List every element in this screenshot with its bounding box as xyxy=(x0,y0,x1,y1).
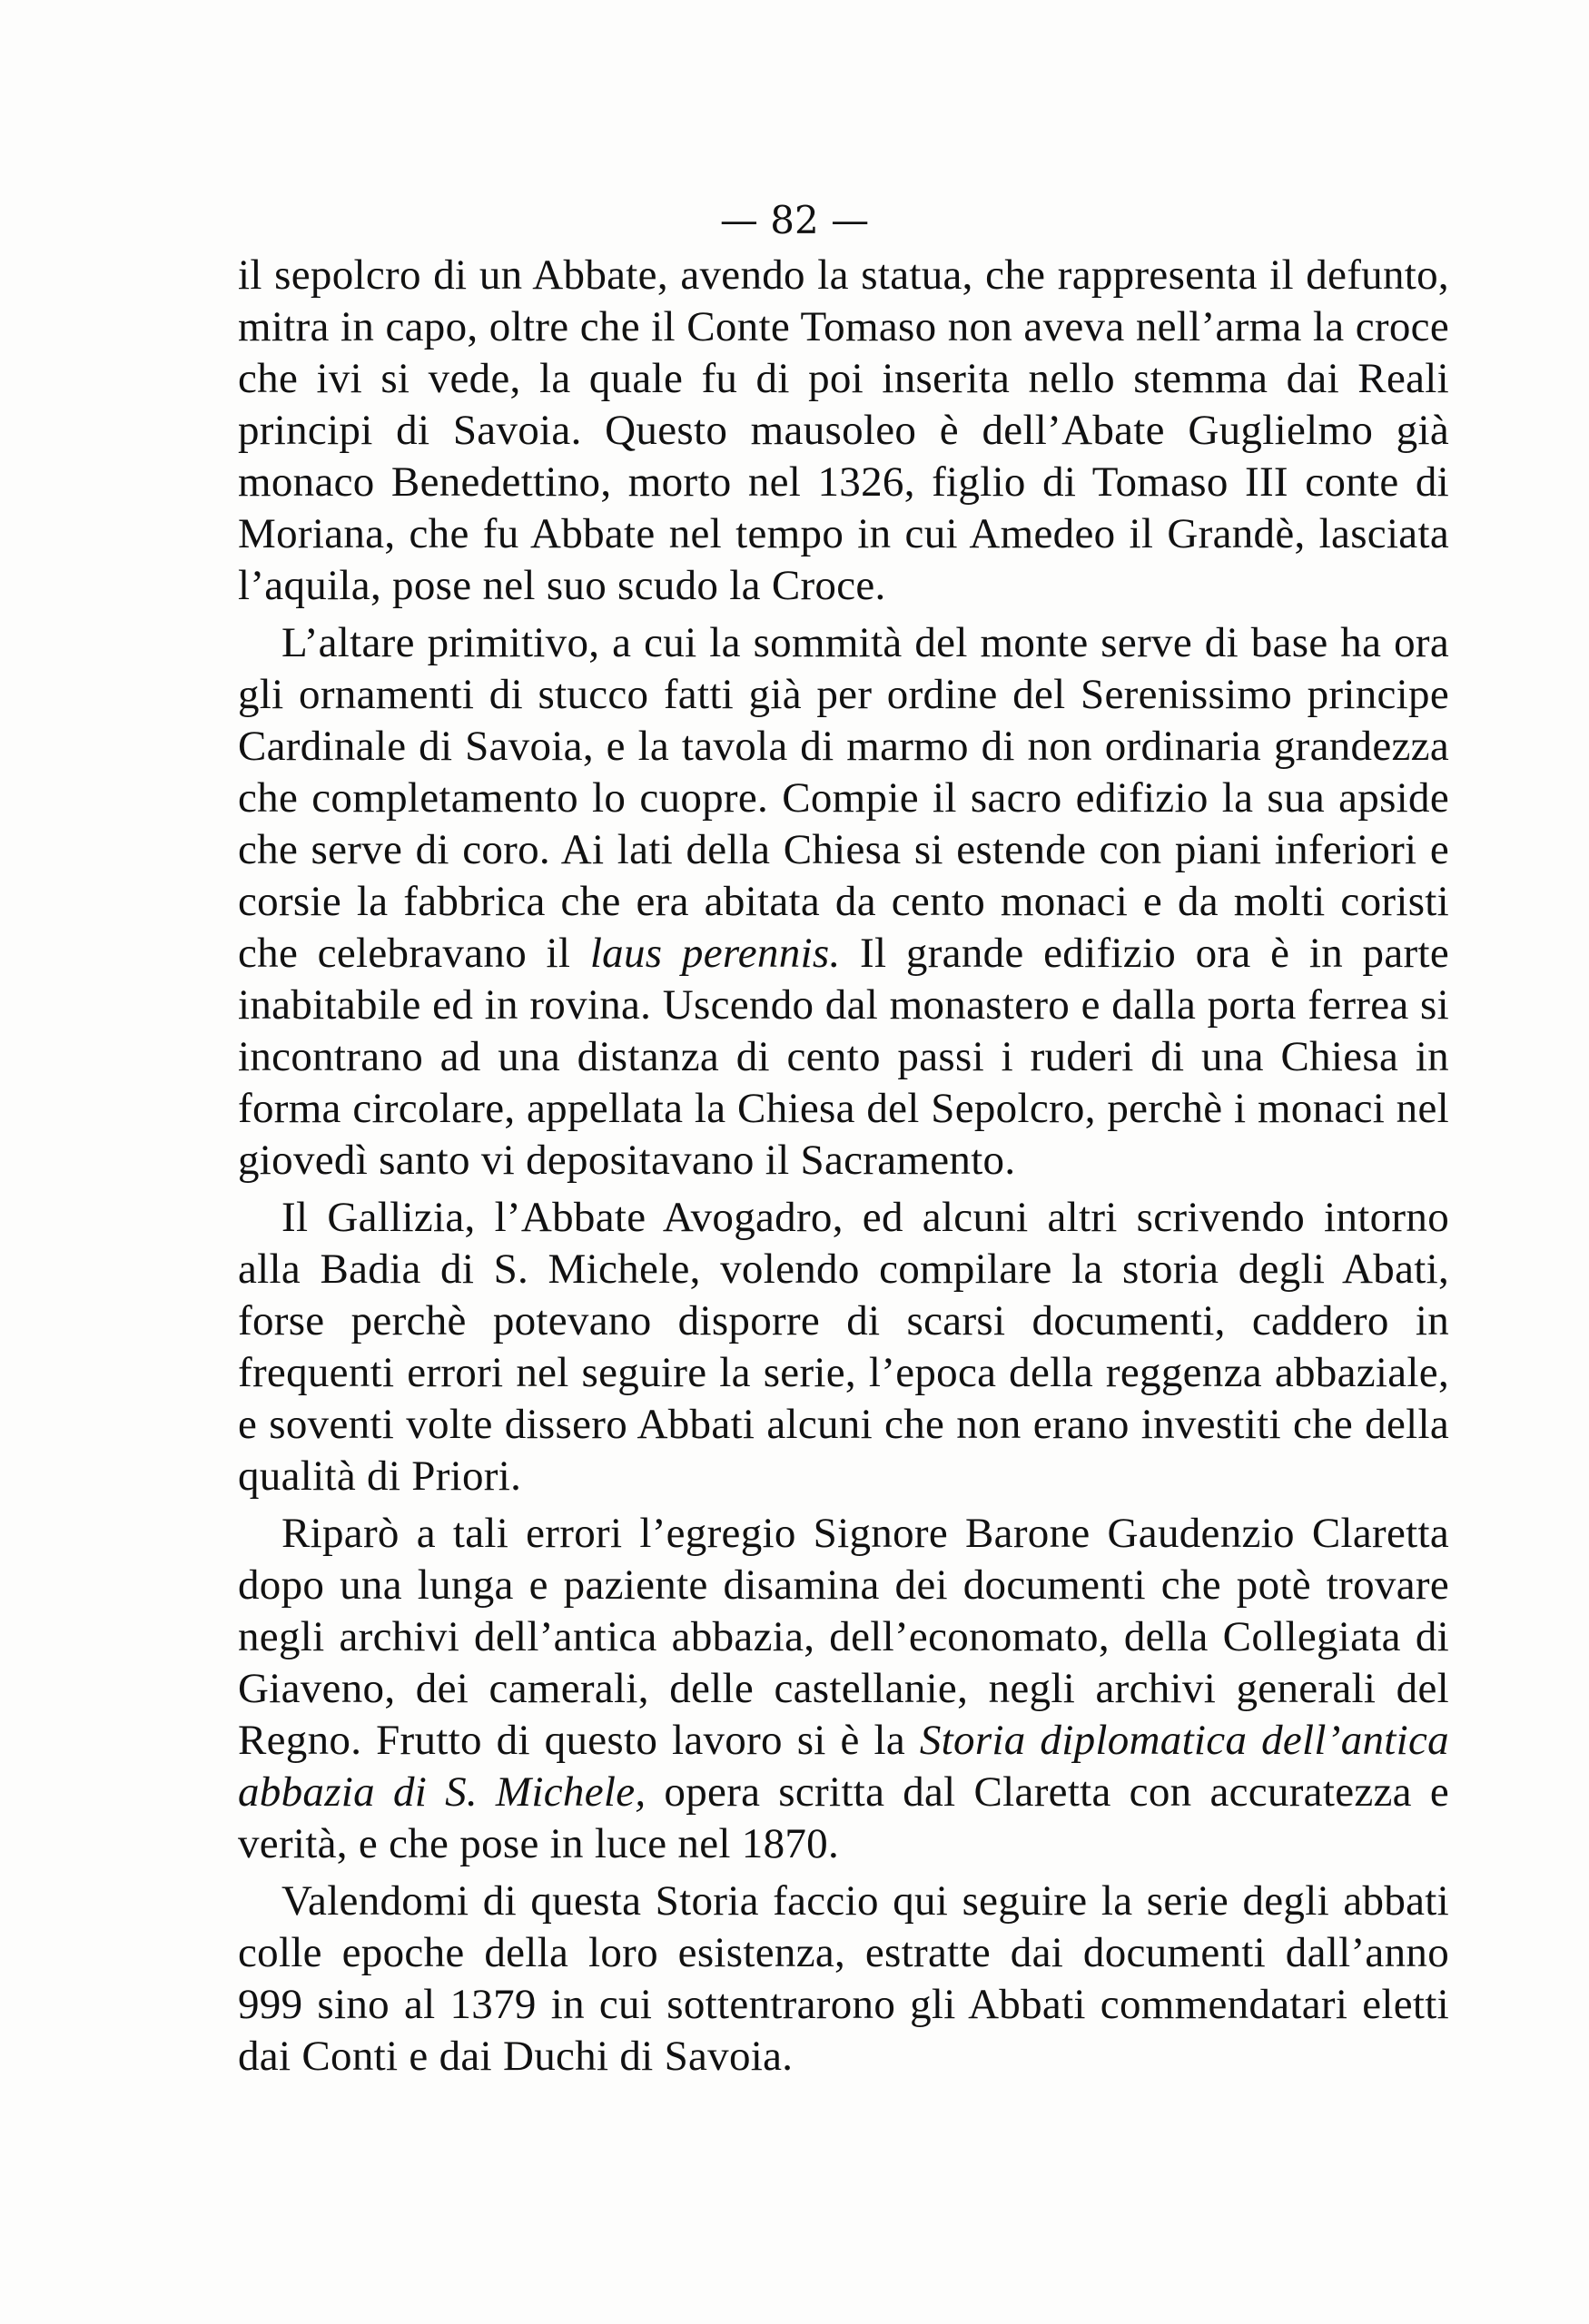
page-number: — 82 — xyxy=(719,198,870,242)
paragraph-4-text-before: Riparò a tali errori l’egregio Signore Barone Gaudenzio Claretta dopo una lunga e paziente disamina dei documenti che potè trovare negli archivi dell’antica abbazia, dell’economato, della Collegiata di Giaveno, dei camerali, delle castellanie, negli archivi generali del Regno. Frutto di questo lavoro si è la xyxy=(238,1510,1449,1764)
paragraph-2 xyxy=(238,617,1449,1187)
paragraph-4 xyxy=(238,1508,1449,1870)
body-text xyxy=(238,250,1449,2088)
paragraph-3: Il Gallizia, l’Abbate Avogadro, ed alcuni altri scrivendo intorno alla Badia di S. Michele, volendo compilare la storia degli Abati, forse perchè potevano disporre di scarsi documenti, caddero in frequenti errori nel seguire la serie, l’epoca della reggenza abbaziale, e soventi volte dissero Abbati alcuni che non erano investiti che della qualità di Priori. xyxy=(238,1194,1449,1500)
paragraph-4-italic: Storia diplomatica dell’antica abbazia di S. Michele, xyxy=(238,1717,1449,1816)
paragraph-1: il sepolcro di un Abbate, avendo la statua, che rappresenta il defunto, mitra in capo, oltre che il Conte Tomaso non aveva nell’arma la croce che ivi si vede, la quale fu di poi inserita nello stemma dai Reali principi di Savoia. Questo mausoleo è dell’Abate Guglielmo già monaco Benedettino, morto nel 1326, figlio di Tomaso III conte di Moriana, che fu Abbate nel tempo in cui Amedeo il Grandè, lasciata l’aquila, pose nel suo scudo la Croce. xyxy=(238,251,1449,609)
paragraph-2-italic: laus perennis. xyxy=(589,930,841,977)
paragraph-5: Valendomi di questa Storia faccio qui seguire la serie degli abbati colle epoche della loro esistenza, estratte dai documenti dall’anno 999 sino al 1379 in cui sottentrarono gli Abbati commendatari eletti dai Conti e dai Duchi di Savoia. xyxy=(238,1877,1449,2080)
paragraph-2-text-before: L’altare primitivo, a cui la sommità del monte serve di base ha ora gli ornamenti di stucco fatti già per ordine del Serenissimo principe Cardinale di Savoia, e la tavola di marmo di non ordinaria grandezza che completamento lo cuopre. Compie il sacro edifizio la sua apside che serve di coro. Ai lati della Chiesa si estende con piani inferiori e corsie la fabbrica che era abitata da cento monaci e da molti coristi che celebravano il xyxy=(238,619,1449,977)
paragraph-4-text-after: opera scritta dal Claretta con accuratezza e verità, e che pose in luce nel 1870. xyxy=(238,1768,1449,1867)
paragraph-2-text-after: Il grande edifizio ora è in parte inabitabile ed in rovina. Uscendo dal monastero e dalla porta ferrea si incontrano ad una distanza di cento passi i ruderi di una Chiesa in forma circolare, appellata la Chiesa del Sepolcro, perchè i monaci nel giovedì santo vi depositavano il Sacramento. xyxy=(238,930,1449,1184)
